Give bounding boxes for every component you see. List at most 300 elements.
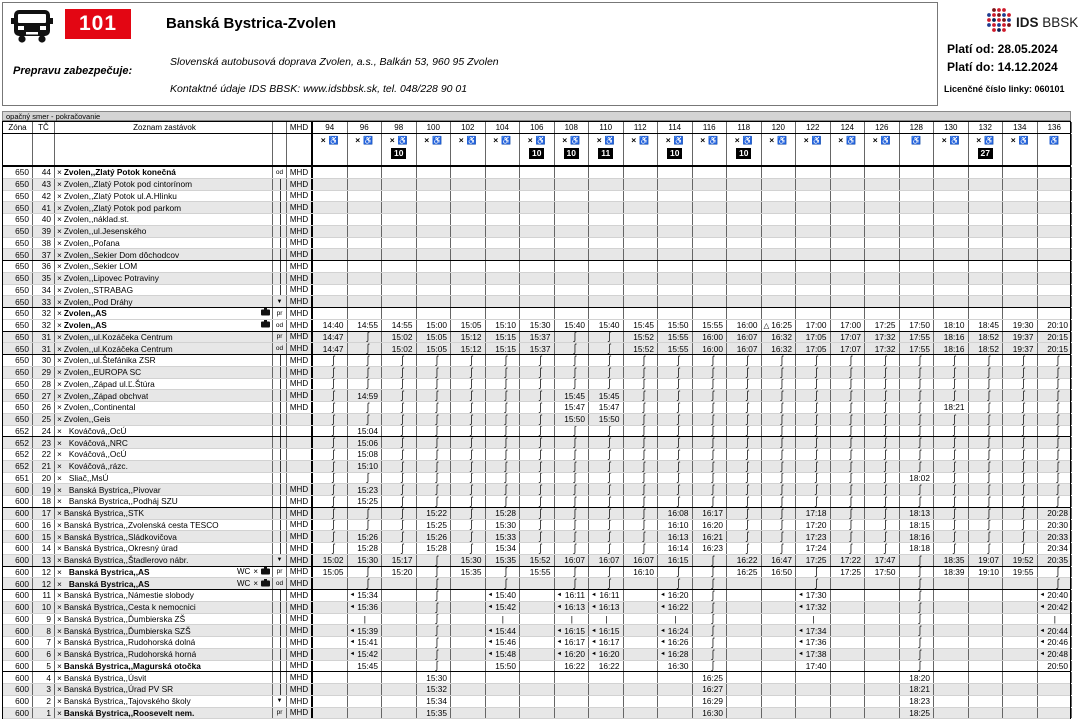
time-cell xyxy=(658,414,693,425)
time-cell xyxy=(1038,520,1073,531)
time-cell xyxy=(762,461,797,472)
time-cell xyxy=(796,367,831,378)
time-cell xyxy=(348,379,383,390)
time-cell xyxy=(900,520,935,531)
time-cell xyxy=(451,343,486,354)
restriction-icon: ◄ xyxy=(349,627,355,634)
time-cell xyxy=(693,414,728,425)
stop-name-cell xyxy=(55,261,273,272)
arrival-departure-label: pr xyxy=(276,333,283,341)
time-cell xyxy=(520,261,555,272)
trip-number: 120 xyxy=(762,122,797,133)
time-cell xyxy=(451,708,486,719)
time-cell xyxy=(589,296,624,307)
time-cell xyxy=(1038,590,1073,601)
time-cell xyxy=(934,343,969,354)
pass-through-icon: ʃ xyxy=(780,519,783,531)
pass-through-icon: ʃ xyxy=(849,519,852,531)
pass-through-icon: ʃ xyxy=(401,402,404,413)
restriction-icon: ◄ xyxy=(660,604,666,611)
time-cell xyxy=(555,590,590,601)
zone-cell: 600 xyxy=(3,672,33,683)
time-cell xyxy=(658,320,693,331)
time-cell xyxy=(900,484,935,495)
time-value: 18:15 xyxy=(909,519,930,530)
stop-marker: × xyxy=(57,308,62,319)
pass-through-icon: ʃ xyxy=(504,366,507,378)
time-cell xyxy=(313,672,348,683)
pass-through-icon: ʃ xyxy=(987,425,990,437)
time-cell xyxy=(762,520,797,531)
pass-through-icon: ʃ xyxy=(711,449,714,460)
time-cell xyxy=(313,402,348,413)
pass-through-icon: ʃ xyxy=(953,460,956,472)
stop-marker: × xyxy=(57,331,62,342)
pass-through-icon: ʃ xyxy=(1022,519,1025,531)
time-cell xyxy=(693,308,728,319)
pass-through-icon: ʃ xyxy=(504,437,507,448)
pass-through-icon: ʃ xyxy=(711,366,714,378)
pass-through-icon: ʃ xyxy=(366,378,369,390)
time-value: 15:32 xyxy=(426,684,447,695)
stop-row xyxy=(3,238,1070,250)
time-cell xyxy=(382,520,417,531)
note-badge: 10 xyxy=(391,148,406,159)
time-cell xyxy=(382,226,417,237)
pass-through-icon: ʃ xyxy=(711,496,714,507)
stop-name: Banská Bystrica,,STK xyxy=(63,508,145,519)
time-cell xyxy=(865,696,900,707)
time-cell xyxy=(934,261,969,272)
time-cell xyxy=(831,567,866,578)
time-cell xyxy=(762,543,797,554)
pass-through-icon: ʃ xyxy=(780,355,783,366)
time-value: 15:35 xyxy=(460,566,482,577)
time-cell xyxy=(417,590,452,601)
tc-cell: 44 xyxy=(33,167,55,178)
prod-cell xyxy=(273,696,287,707)
time-cell xyxy=(348,684,383,695)
pass-through-icon: ʃ xyxy=(780,472,783,484)
time-cell xyxy=(313,296,348,307)
trip-note-cell xyxy=(417,146,452,165)
time-cell xyxy=(865,437,900,448)
pass-through-icon: ʃ xyxy=(642,543,645,554)
pass-through-icon: ʃ xyxy=(608,484,611,495)
time-cell xyxy=(658,191,693,202)
time-value: 17:50 xyxy=(909,320,930,331)
stop-name-cell xyxy=(55,508,273,519)
pass-through-icon: ʃ xyxy=(1056,578,1059,589)
pass-through-icon: ʃ xyxy=(711,590,714,601)
pass-through-icon: ʃ xyxy=(366,343,369,354)
stop-row xyxy=(3,343,1070,355)
time-cell xyxy=(900,508,935,519)
time-cell xyxy=(486,390,521,401)
time-cell xyxy=(831,484,866,495)
trip-note-cell xyxy=(693,146,728,165)
pass-through-icon: ʃ xyxy=(953,413,956,425)
time-cell xyxy=(486,578,521,589)
time-cell xyxy=(762,602,797,613)
time-cell xyxy=(417,402,452,413)
time-cell xyxy=(589,355,624,366)
pass-through-icon: ʃ xyxy=(332,484,335,495)
stop-marker: × xyxy=(57,649,62,660)
pass-through-icon: ʃ xyxy=(504,496,507,507)
stop-name: Zvolen,,ul.Štefánika ZSR xyxy=(63,355,156,366)
time-value: 17:18 xyxy=(805,508,827,519)
time-cell xyxy=(486,543,521,554)
time-cell xyxy=(727,355,762,366)
pass-through-icon: ʃ xyxy=(332,507,335,519)
trip-number: 122 xyxy=(796,122,831,133)
time-cell xyxy=(796,708,831,719)
pass-through-icon: ʃ xyxy=(608,531,611,542)
time-cell xyxy=(589,708,624,719)
bus-icon xyxy=(11,9,53,48)
time-value: 16:14 xyxy=(667,543,689,554)
pass-through-icon: ʃ xyxy=(539,355,542,366)
restriction-icon: ◄ xyxy=(556,627,562,634)
time-cell xyxy=(796,649,831,660)
tc-cell: 12 xyxy=(33,578,55,589)
time-cell xyxy=(969,602,1004,613)
stop-row xyxy=(3,179,1070,191)
route-arrow-end-icon: ▼ xyxy=(276,698,283,705)
time-cell xyxy=(382,179,417,190)
pass-through-icon: ʃ xyxy=(987,472,990,484)
pass-through-icon: ʃ xyxy=(504,578,507,589)
time-cell xyxy=(934,696,969,707)
time-cell xyxy=(348,296,383,307)
time-cell xyxy=(486,684,521,695)
time-value: 18:52 xyxy=(978,343,999,354)
time-cell xyxy=(658,402,693,413)
time-cell xyxy=(624,390,659,401)
pass-through-icon: ʃ xyxy=(677,425,680,437)
time-value: 17:25 xyxy=(805,555,827,566)
wheelchair-icon: ♿ xyxy=(501,135,512,145)
restaurant-icon: × xyxy=(253,567,258,577)
time-cell xyxy=(831,684,866,695)
workday-icon: × xyxy=(1010,135,1016,145)
stop-marker: × xyxy=(57,237,62,248)
time-cell xyxy=(831,602,866,613)
time-cell xyxy=(451,625,486,636)
tc-cell: 21 xyxy=(33,461,55,472)
time-cell xyxy=(693,602,728,613)
pass-through-icon: ʃ xyxy=(1022,460,1025,472)
pass-through-icon: ʃ xyxy=(849,402,852,413)
mhd-cell: MHD xyxy=(287,684,313,695)
time-cell xyxy=(382,637,417,648)
time-cell xyxy=(555,296,590,307)
time-value: 15:45 xyxy=(633,320,654,331)
tc-cell: 17 xyxy=(33,508,55,519)
time-cell xyxy=(486,261,521,272)
stop-name-cell xyxy=(55,167,273,178)
pass-through-icon: ʃ xyxy=(504,484,507,495)
pass-through-icon: ʃ xyxy=(470,507,473,519)
prod-cell xyxy=(273,543,287,554)
pass-through-icon: ʃ xyxy=(332,390,335,401)
time-cell xyxy=(796,543,831,554)
restriction-icon: ◄ xyxy=(660,627,666,634)
pass-through-icon: ʃ xyxy=(815,566,818,578)
time-cell xyxy=(865,567,900,578)
time-cell xyxy=(796,661,831,672)
time-cell xyxy=(1038,308,1073,319)
time-value: 18:10 xyxy=(943,320,965,331)
time-cell xyxy=(693,661,728,672)
time-cell xyxy=(624,179,659,190)
time-value: 15:12 xyxy=(460,331,482,342)
time-value: 15:22 xyxy=(426,508,447,519)
time-cell xyxy=(831,390,866,401)
time-cell xyxy=(520,672,555,683)
time-cell xyxy=(693,684,728,695)
time-cell xyxy=(348,484,383,495)
time-cell xyxy=(658,202,693,213)
time-cell xyxy=(865,191,900,202)
time-cell xyxy=(348,414,383,425)
time-cell xyxy=(1038,355,1073,366)
time-cell xyxy=(520,390,555,401)
time-cell xyxy=(727,437,762,448)
mhd-cell: MHD xyxy=(287,637,313,648)
restriction-icon: ◄ xyxy=(1039,639,1045,646)
time-cell xyxy=(382,261,417,272)
time-cell xyxy=(658,555,693,566)
time-cell xyxy=(486,625,521,636)
pass-through-icon: ʃ xyxy=(746,507,749,519)
stop-name-cell xyxy=(55,520,273,531)
pass-through-icon: ʃ xyxy=(539,378,542,390)
time-cell xyxy=(693,285,728,296)
pass-through-icon: ʃ xyxy=(470,437,473,448)
trip-number: 100 xyxy=(417,122,452,133)
pass-through-icon: ʃ xyxy=(780,449,783,460)
tc-cell: 36 xyxy=(33,261,55,272)
prod-cell xyxy=(273,531,287,542)
time-cell xyxy=(658,238,693,249)
pass-through-icon: ʃ xyxy=(711,566,714,578)
time-cell xyxy=(451,332,486,343)
time-cell xyxy=(486,590,521,601)
pass-through-icon: ʃ xyxy=(1056,449,1059,460)
time-cell xyxy=(658,461,693,472)
mhd-cell: MHD xyxy=(287,285,313,296)
time-cell xyxy=(555,343,590,354)
stop-name-cell xyxy=(55,696,273,707)
time-cell xyxy=(900,555,935,566)
workday-icon: × xyxy=(527,135,533,145)
time-cell xyxy=(658,226,693,237)
time-cell xyxy=(520,520,555,531)
trip-number: 114 xyxy=(658,122,693,133)
time-cell xyxy=(589,508,624,519)
route-arrow-line xyxy=(280,508,281,519)
pass-through-icon: ʃ xyxy=(953,472,956,484)
time-value: 16:11 xyxy=(599,590,620,601)
time-cell xyxy=(796,320,831,331)
pass-through-icon: ʃ xyxy=(677,578,680,589)
route-arrow-line xyxy=(280,390,281,401)
skip-stop-icon: | xyxy=(363,613,366,624)
time-cell xyxy=(969,555,1004,566)
time-cell xyxy=(589,555,624,566)
time-cell xyxy=(417,214,452,225)
time-cell xyxy=(624,355,659,366)
time-cell xyxy=(348,567,383,578)
time-cell xyxy=(693,226,728,237)
time-cell xyxy=(865,602,900,613)
time-cell xyxy=(520,578,555,589)
time-value: 17:47 xyxy=(874,555,896,566)
stop-name-cell xyxy=(55,226,273,237)
stop-name-cell xyxy=(55,602,273,613)
time-value: 18:21 xyxy=(909,684,930,695)
mhd-cell: MHD xyxy=(287,578,313,589)
time-value: 15:28 xyxy=(357,543,378,554)
time-cell xyxy=(900,202,935,213)
zone-cell: 600 xyxy=(3,637,33,648)
time-cell xyxy=(624,238,659,249)
time-value: 15:50 xyxy=(598,414,620,425)
pass-through-icon: ʃ xyxy=(815,449,818,460)
time-cell xyxy=(348,308,383,319)
pass-through-icon: ʃ xyxy=(780,378,783,390)
pass-through-icon: ʃ xyxy=(953,543,956,554)
time-cell xyxy=(865,449,900,460)
time-value: 16:20 xyxy=(702,519,723,530)
pass-through-icon: ʃ xyxy=(401,496,404,507)
time-cell xyxy=(555,637,590,648)
time-cell xyxy=(831,249,866,260)
trip-symbols-cell xyxy=(658,134,693,146)
pass-through-icon: ʃ xyxy=(711,355,714,366)
time-cell xyxy=(969,614,1004,625)
time-cell xyxy=(589,238,624,249)
time-cell xyxy=(727,226,762,237)
pass-through-icon: ʃ xyxy=(539,402,542,413)
tc-header: TČ xyxy=(33,122,55,133)
time-cell xyxy=(624,649,659,660)
mhd-cell: MHD xyxy=(287,296,313,307)
stop-name-cell xyxy=(55,473,273,484)
time-cell xyxy=(451,578,486,589)
time-cell xyxy=(348,261,383,272)
time-cell xyxy=(831,379,866,390)
time-cell xyxy=(693,332,728,343)
time-cell xyxy=(313,179,348,190)
pass-through-icon: ʃ xyxy=(608,378,611,390)
time-cell xyxy=(555,473,590,484)
route-arrow-line xyxy=(280,461,281,472)
time-cell xyxy=(693,238,728,249)
pass-through-icon: ʃ xyxy=(608,331,611,343)
time-cell xyxy=(831,661,866,672)
time-cell xyxy=(624,484,659,495)
time-cell xyxy=(693,531,728,542)
pass-through-icon: ʃ xyxy=(987,531,990,542)
time-cell xyxy=(900,191,935,202)
time-cell xyxy=(1038,637,1073,648)
time-value: 18:52 xyxy=(978,331,999,342)
stop-row xyxy=(3,273,1070,285)
pass-through-icon: ʃ xyxy=(711,472,714,484)
time-value: 16:00 xyxy=(702,343,723,354)
time-value: 18:23 xyxy=(909,696,930,707)
time-value: 17:05 xyxy=(805,331,827,342)
route-arrow-line xyxy=(280,590,281,601)
time-cell xyxy=(658,578,693,589)
pass-through-icon: ʃ xyxy=(573,496,576,507)
wheelchair-icon: ♿ xyxy=(911,135,922,145)
time-cell xyxy=(865,296,900,307)
time-value: 18:16 xyxy=(909,531,930,542)
prod-cell xyxy=(273,367,287,378)
time-cell xyxy=(417,649,452,660)
prod-cell xyxy=(273,249,287,260)
time-cell xyxy=(658,355,693,366)
pass-through-icon: ʃ xyxy=(987,507,990,519)
time-cell xyxy=(451,590,486,601)
time-cell xyxy=(831,332,866,343)
time-cell xyxy=(727,520,762,531)
time-cell xyxy=(417,437,452,448)
pass-through-icon: ʃ xyxy=(711,378,714,390)
time-cell xyxy=(762,167,797,178)
time-value: 16:07 xyxy=(736,343,758,354)
time-value: 20:30 xyxy=(1047,519,1068,530)
time-cell xyxy=(486,696,521,707)
stop-marker: × xyxy=(57,613,62,624)
ids-bbsk-logo-icon xyxy=(986,7,1012,38)
pass-through-icon: ʃ xyxy=(884,355,887,366)
empty xyxy=(3,134,33,146)
route-arrow-line xyxy=(280,649,281,660)
time-cell xyxy=(555,567,590,578)
pass-through-icon: ʃ xyxy=(608,543,611,554)
time-cell xyxy=(417,367,452,378)
time-cell xyxy=(555,261,590,272)
time-cell xyxy=(555,249,590,260)
time-cell xyxy=(313,437,348,448)
time-cell xyxy=(555,484,590,495)
prod-cell xyxy=(273,332,287,343)
trip-note-cell xyxy=(486,146,521,165)
stop-row xyxy=(3,543,1070,555)
pass-through-icon: ʃ xyxy=(918,601,921,613)
time-value: 17:07 xyxy=(840,331,861,342)
time-cell xyxy=(417,355,452,366)
time-cell xyxy=(555,332,590,343)
tc-cell: 25 xyxy=(33,414,55,425)
stop-name: Zvolen,,Sekier Dom dôchodcov xyxy=(63,249,180,260)
trip-number: 118 xyxy=(727,122,762,133)
pass-through-icon: ʃ xyxy=(332,366,335,378)
time-cell xyxy=(934,625,969,636)
time-value: 17:32 xyxy=(874,331,896,342)
logo-text-bold: IDS xyxy=(1016,15,1039,30)
time-cell xyxy=(934,390,969,401)
time-cell xyxy=(1038,414,1073,425)
time-cell xyxy=(1003,473,1038,484)
time-cell xyxy=(589,461,624,472)
restriction-icon: ◄ xyxy=(556,639,562,646)
